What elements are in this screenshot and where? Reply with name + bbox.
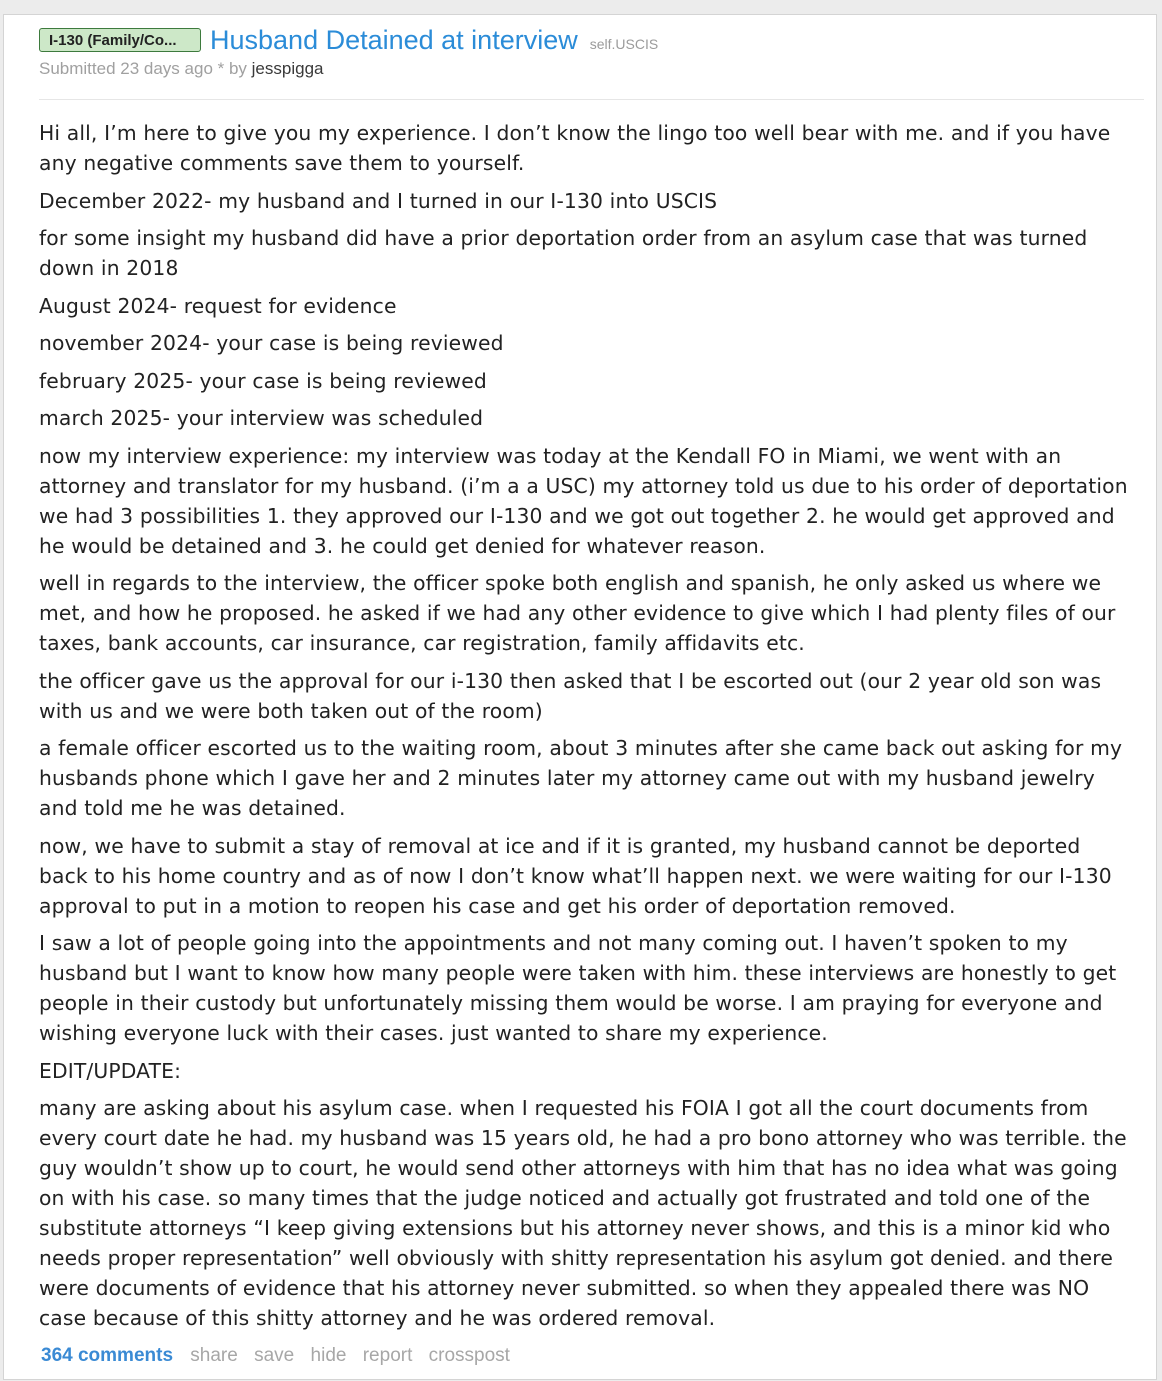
report-button[interactable]: report bbox=[362, 1345, 413, 1366]
body-paragraph: well in regards to the interview, the officer spoke both english and spanish, he only asked us where we met, and how he proposed. he asked if we had any other evidence to give which I had plenty files of our taxes, bank accounts, car insurance, car registration, family affidavits etc. bbox=[39, 571, 1116, 655]
body-paragraph: December 2022- my husband and I turned in our I-130 into USCIS bbox=[39, 188, 718, 213]
comments-link[interactable]: 364 comments bbox=[41, 1345, 174, 1366]
hide-button[interactable]: hide bbox=[310, 1345, 347, 1366]
post-title-row bbox=[39, 23, 658, 57]
save-button[interactable]: save bbox=[254, 1345, 295, 1366]
post-tagline bbox=[39, 59, 323, 79]
body-paragraph: for some insight my husband did have a prior deportation order from an asylum case that was turned down in 2018 bbox=[39, 226, 1088, 280]
body-paragraph: I saw a lot of people going into the appointments and not many coming out. I haven’t spoken to my husband but I want to know how many people were taken with him. these interviews are honestly to get people in their custody but unfortunately missing them would be worse. I am praying for everyone and wishing everyone luck with their cases. just wanted to share my experience. bbox=[39, 931, 1117, 1045]
post-body bbox=[39, 118, 1135, 1341]
submitted-time: Submitted 23 days ago * by bbox=[39, 59, 247, 78]
crosspost-button[interactable]: crosspost bbox=[428, 1345, 510, 1366]
body-paragraph: now, we have to submit a stay of removal at ice and if it is granted, my husband cannot be deported back to his home country and as of now I don’t know what’ll happen next. we were waiting for our I-130 approval to put in a motion to reopen his case and get his order of deportation removed. bbox=[39, 833, 1112, 918]
share-button[interactable]: share bbox=[190, 1345, 238, 1366]
header-divider bbox=[39, 99, 1144, 100]
body-paragraph: a female officer escorted us to the waiting room, about 3 minutes after she came back out asking for my husbands phone which I gave her and 2 minutes later my attorney came out with my husband jewelry and told me he was detained. bbox=[39, 736, 1123, 820]
post-action-buttons bbox=[41, 1345, 521, 1367]
body-paragraph: february 2025- your case is being reviewed bbox=[39, 368, 487, 393]
body-paragraph: August 2024- request for evidence bbox=[39, 293, 397, 318]
body-paragraph: many are asking about his asylum case. when I requested his FOIA I got all the court documents from every court date he had. my husband was 15 years old, he had a pro bono attorney who was terrible. the guy wouldn’t show up to court, he would send other attorneys with him that has no idea what was going on with his case. so many times that the judge noticed and actually got frustrated and told one of the substitute attorneys “I keep giving extensions but his attorney never shows, and this is a minor kid who needs proper representation” well obviously with shitty representation his asylum got denied. and there were documents of evidence that his attorney never submitted. so when they appealed there was NO case because of this shitty attorney and he was ordered removal. bbox=[39, 1096, 1127, 1330]
body-paragraph: march 2025- your interview was scheduled bbox=[39, 406, 484, 430]
body-paragraph: Hi all, I’m here to give you my experience. I don’t know the lingo too well bear with me. and if you have any negative comments save them to yourself. bbox=[39, 121, 1111, 175]
post-domain[interactable]: self.USCIS bbox=[589, 36, 659, 52]
body-paragraph: november 2024- your case is being reviewed bbox=[39, 331, 504, 355]
post-title[interactable]: Husband Detained at interview bbox=[210, 24, 578, 55]
body-paragraph: now my interview experience: my interview was today at the Kendall FO in Miami, we went with an attorney and translator for my husband. (i’m a a USC) my attorney told us due to his order of deportation we had 3 possibilities 1. they approved our I-130 and we got out together 2. he would get approved and he would be detained and 3. he could get denied for whatever reason. bbox=[39, 443, 1128, 558]
author-link[interactable]: jesspigga bbox=[251, 59, 324, 78]
body-paragraph: EDIT/UPDATE: bbox=[39, 1058, 182, 1083]
body-paragraph: the officer gave us the approval for our i-130 then asked that I be escorted out (our 2 year old son was with us and we were both taken out of the room) bbox=[39, 668, 1102, 723]
post-card bbox=[3, 14, 1157, 1380]
link-flair[interactable]: I-130 (Family/Co... bbox=[39, 28, 201, 52]
